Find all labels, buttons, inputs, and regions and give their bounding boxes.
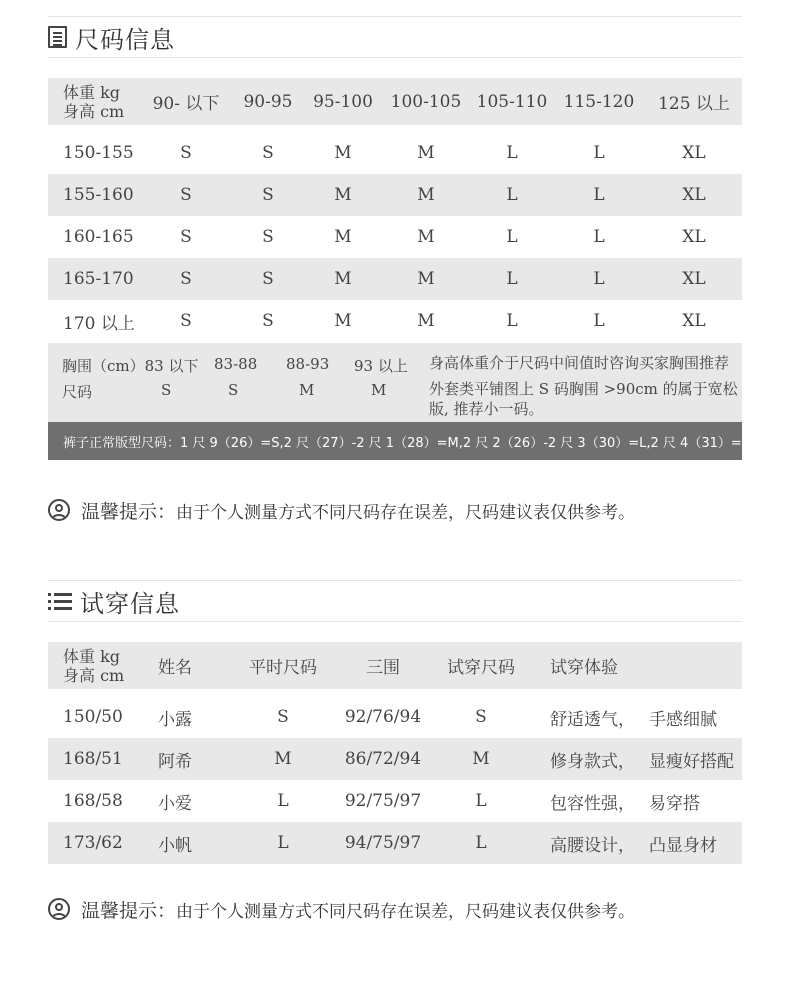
size-cell: S: [262, 185, 274, 205]
try-size-cell: L: [475, 791, 487, 811]
weight-column-header: 90-95: [243, 91, 293, 112]
measurements-cell: 92/76/94: [344, 707, 422, 727]
document-icon: [48, 26, 67, 48]
name-header: 姓名: [158, 658, 192, 678]
weight-column-header: 105-110: [476, 91, 548, 112]
tip-label: 温馨提示：: [81, 899, 177, 922]
experience-cell: 包容性强， 易穿搭: [550, 793, 700, 814]
height-cell: 155-160: [63, 185, 134, 205]
table-row: [48, 300, 742, 342]
hw-cell: 173/62: [63, 833, 123, 853]
weight-height-header: 体重 kg 身高 cm: [63, 82, 125, 121]
size-cell: S: [262, 227, 274, 247]
size-cell: M: [417, 269, 435, 289]
size-cell: S: [180, 143, 192, 163]
table-row: [48, 174, 742, 216]
try-on-table: [48, 642, 742, 864]
tip-text: 由于个人测量方式不同尺码存在误差，尺码建议表仅供参考。: [176, 502, 636, 523]
weight-column-header: 90- 以下: [152, 94, 220, 114]
measurements-cell: 86/72/94: [344, 749, 422, 769]
table-row: [48, 216, 742, 258]
name-cell: 阿希: [158, 751, 192, 772]
size-cell: S: [180, 227, 192, 247]
size-cell: XL: [682, 143, 706, 163]
table-row: [48, 780, 742, 822]
size-chart-table: [48, 78, 742, 342]
tip-line: [48, 497, 635, 523]
size-cell: S: [180, 311, 192, 331]
experience-cell: 舒适透气， 手感细腻: [550, 709, 717, 730]
chest-label: 胸围（cm）83 以下: [62, 357, 199, 375]
size-cell: XL: [682, 311, 706, 331]
size-cell: S: [180, 185, 192, 205]
size-cell: L: [506, 269, 518, 289]
size-title-divider: [48, 57, 742, 58]
try-size-cell: S: [475, 707, 487, 727]
measurements-cell: 94/75/97: [344, 833, 422, 853]
size-cell: L: [593, 269, 605, 289]
height-cell: 160-165: [63, 227, 134, 247]
size-cell: L: [506, 185, 518, 205]
chest-size-block: [48, 343, 742, 422]
list-icon: [48, 591, 72, 611]
size-cell: M: [417, 311, 435, 331]
size-cell: M: [417, 227, 435, 247]
measurements-cell: 92/75/97: [344, 791, 422, 811]
try-section-title: 试穿信息: [80, 589, 180, 618]
chest-size-value: S: [228, 381, 239, 399]
table-row: [48, 822, 742, 864]
size-cell: XL: [682, 227, 706, 247]
pants-size-note: 裤子正常版型尺码：1 尺 9（26）=S,2 尺（27）-2 尺 1（28）=M,2 尺 2（26）-2 尺 3（30）=L,2 尺 4（31）=XL: [48, 422, 742, 460]
hw-cell: 168/58: [63, 791, 123, 811]
size-cell: L: [506, 311, 518, 331]
size-cell: M: [334, 269, 352, 289]
chest-size-label: 尺码: [62, 383, 93, 401]
size-cell: M: [334, 185, 352, 205]
hw-cell: 168/51: [63, 749, 123, 769]
size-cell: L: [506, 227, 518, 247]
size-cell: M: [334, 227, 352, 247]
tip-line: [48, 896, 635, 922]
chest-size-value: M: [299, 381, 315, 399]
person-icon: [48, 499, 70, 521]
table-row: [48, 696, 742, 738]
chest-size-value: S: [161, 381, 172, 399]
size-cell: M: [334, 311, 352, 331]
weight-height-header: 体重 kg 身高 cm: [63, 646, 125, 685]
chest-value: 83-88: [214, 355, 258, 373]
chest-size-value: M: [371, 381, 387, 399]
usual-size-cell: M: [274, 749, 292, 769]
size-cell: M: [334, 143, 352, 163]
size-cell: XL: [682, 269, 706, 289]
weight-column-header: 100-105: [390, 91, 462, 112]
usual-size-cell: S: [277, 707, 289, 727]
size-cell: M: [417, 143, 435, 163]
size-cell: L: [593, 143, 605, 163]
chest-note: 身高体重介于尺码中间值时咨询买家胸围推荐 外套类平铺图上 S 码胸围 >90cm 的属于宽松版, 推荐小一码。: [429, 354, 738, 418]
size-cell: L: [593, 227, 605, 247]
try-size-cell: L: [475, 833, 487, 853]
size-cell: L: [506, 143, 518, 163]
name-cell: 小露: [158, 709, 192, 730]
chest-value: 93 以上: [354, 357, 408, 375]
tip-text: 由于个人测量方式不同尺码存在误差，尺码建议表仅供参考。: [176, 901, 636, 922]
experience-cell: 高腰设计， 凸显身材: [550, 835, 717, 856]
size-cell: XL: [682, 185, 706, 205]
experience-cell: 修身款式， 显瘦好搭配: [550, 751, 734, 772]
try-size-cell: M: [472, 749, 490, 769]
usual-size-cell: L: [277, 791, 289, 811]
try-title-divider: [48, 621, 742, 622]
size-cell: S: [180, 269, 192, 289]
table-row: [48, 132, 742, 174]
weight-column-header: 95-100: [313, 91, 373, 112]
size-cell: L: [593, 185, 605, 205]
size-section-heading: [48, 17, 175, 57]
height-cell: 150-155: [63, 143, 134, 163]
weight-column-header: 115-120: [563, 91, 635, 112]
try-size-header: 试穿尺码: [447, 658, 515, 678]
measurements-header: 三围: [366, 658, 400, 678]
size-cell: S: [262, 269, 274, 289]
chest-value: 88-93: [286, 355, 330, 373]
size-cell: S: [262, 143, 274, 163]
table-row: [48, 258, 742, 300]
size-cell: S: [262, 311, 274, 331]
name-cell: 小爱: [158, 793, 192, 814]
weight-column-header: 125 以上: [658, 94, 730, 114]
name-cell: 小帆: [158, 835, 192, 856]
size-cell: M: [417, 185, 435, 205]
height-cell: 165-170: [63, 269, 134, 289]
try-section-heading: [48, 581, 180, 621]
size-table-header: [48, 78, 742, 125]
size-cell: L: [593, 311, 605, 331]
tip-label: 温馨提示：: [81, 500, 177, 523]
experience-header: 试穿体验: [550, 658, 618, 678]
usual-size-header: 平时尺码: [249, 658, 317, 678]
person-icon: [48, 898, 70, 920]
table-row: [48, 738, 742, 780]
height-cell: 170 以上: [63, 313, 135, 334]
usual-size-cell: L: [277, 833, 289, 853]
try-table-header: [48, 642, 742, 689]
hw-cell: 150/50: [63, 707, 123, 727]
size-section-title: 尺码信息: [75, 25, 175, 54]
